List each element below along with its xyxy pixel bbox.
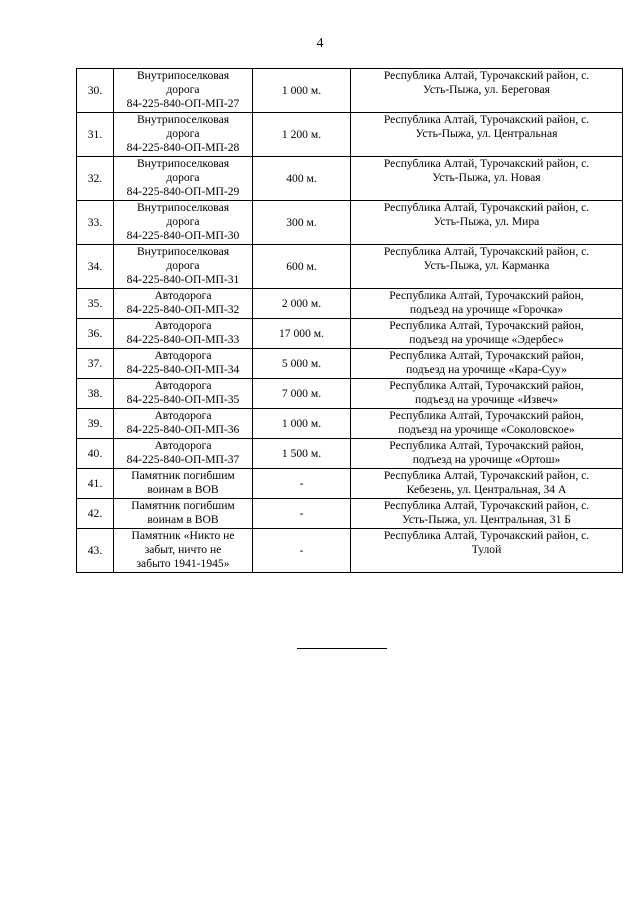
object-address-line: Республика Алтай, Турочакский район, bbox=[389, 349, 584, 362]
object-address-cell bbox=[351, 69, 623, 113]
row-number: 35. bbox=[77, 289, 114, 319]
object-address-line: Усть-Пыжа, ул. Новая bbox=[432, 171, 541, 184]
object-name-line: дорога bbox=[166, 83, 200, 96]
object-name-line: 84-225-840-ОП-МП-32 bbox=[126, 303, 240, 316]
object-name-line: Автодорога bbox=[154, 319, 212, 332]
object-address-line: Кебезень, ул. Центральная, 34 А bbox=[406, 483, 567, 496]
table-row bbox=[77, 201, 623, 245]
object-name-line: Памятник погибшим bbox=[131, 469, 235, 482]
object-name-cell bbox=[114, 201, 253, 245]
object-address-line: Республика Алтай, Турочакский район, bbox=[389, 319, 584, 332]
table-row bbox=[77, 409, 623, 439]
object-name-line: Внутрипоселковая bbox=[136, 69, 230, 82]
object-address-line: Республика Алтай, Турочакский район, с. bbox=[383, 113, 590, 126]
row-number: 30. bbox=[77, 69, 114, 113]
object-name-line: Памятник «Никто не bbox=[131, 529, 235, 542]
object-name-line: 84-225-840-ОП-МП-36 bbox=[126, 423, 240, 436]
object-name-line: Памятник погибшим bbox=[131, 499, 235, 512]
table-row bbox=[77, 379, 623, 409]
table-row bbox=[77, 349, 623, 379]
object-name-cell bbox=[114, 349, 253, 379]
object-address-line: подъезд на урочище «Кара-Суу» bbox=[406, 363, 567, 376]
object-name-cell bbox=[114, 439, 253, 469]
object-address-line: Усть-Пыжа, ул. Мира bbox=[433, 215, 540, 228]
object-length: 1 500 м. bbox=[253, 439, 351, 469]
object-length: - bbox=[253, 529, 351, 573]
object-name-line: забыто 1941-1945» bbox=[136, 557, 230, 570]
object-address-cell bbox=[351, 439, 623, 469]
object-address-line: Республика Алтай, Турочакский район, с. bbox=[383, 157, 590, 170]
object-length: 5 000 м. bbox=[253, 349, 351, 379]
object-address-cell bbox=[351, 529, 623, 573]
object-name-line: 84-225-840-ОП-МП-31 bbox=[126, 273, 240, 286]
object-address-cell bbox=[351, 469, 623, 499]
object-length: - bbox=[253, 499, 351, 529]
object-address-line: Республика Алтай, Турочакский район, с. bbox=[383, 469, 590, 482]
object-name-cell bbox=[114, 319, 253, 349]
object-address-cell bbox=[351, 113, 623, 157]
row-number: 31. bbox=[77, 113, 114, 157]
object-name-line: 84-225-840-ОП-МП-27 bbox=[126, 97, 240, 110]
table-row bbox=[77, 529, 623, 573]
object-length: 17 000 м. bbox=[253, 319, 351, 349]
table-row bbox=[77, 319, 623, 349]
object-address-line: Усть-Пыжа, ул. Карманка bbox=[423, 259, 550, 272]
object-length: 2 000 м. bbox=[253, 289, 351, 319]
row-number: 40. bbox=[77, 439, 114, 469]
object-name-line: Автодорога bbox=[154, 409, 212, 422]
object-name-line: воинам в ВОВ bbox=[147, 513, 219, 526]
object-name-line: Внутрипоселковая bbox=[136, 113, 230, 126]
table-row bbox=[77, 245, 623, 289]
object-name-line: 84-225-840-ОП-МП-28 bbox=[126, 141, 240, 154]
object-address-cell bbox=[351, 379, 623, 409]
object-address-line: Республика Алтай, Турочакский район, с. bbox=[383, 69, 590, 82]
object-address-cell bbox=[351, 245, 623, 289]
object-address-line: Республика Алтай, Турочакский район, с. bbox=[383, 245, 590, 258]
table-row bbox=[77, 439, 623, 469]
object-address-line: Республика Алтай, Турочакский район, bbox=[389, 409, 584, 422]
object-name-cell bbox=[114, 469, 253, 499]
object-length: - bbox=[253, 469, 351, 499]
object-name-cell bbox=[114, 379, 253, 409]
object-name-line: Внутрипоселковая bbox=[136, 245, 230, 258]
row-number: 37. bbox=[77, 349, 114, 379]
object-address-line: Республика Алтай, Турочакский район, с. bbox=[383, 201, 590, 214]
table-row bbox=[77, 157, 623, 201]
object-name-cell bbox=[114, 289, 253, 319]
object-address-cell bbox=[351, 157, 623, 201]
table-row bbox=[77, 69, 623, 113]
row-number: 42. bbox=[77, 499, 114, 529]
object-name-line: воинам в ВОВ bbox=[147, 483, 219, 496]
object-name-line: дорога bbox=[166, 171, 200, 184]
object-name-cell bbox=[114, 69, 253, 113]
object-address-line: Тулой bbox=[471, 543, 502, 556]
row-number: 41. bbox=[77, 469, 114, 499]
object-address-cell bbox=[351, 499, 623, 529]
object-address-line: Республика Алтай, Турочакский район, с. bbox=[383, 499, 590, 512]
object-length: 600 м. bbox=[253, 245, 351, 289]
object-address-line: подъезд на урочище «Ортош» bbox=[412, 453, 561, 466]
object-name-line: 84-225-840-ОП-МП-33 bbox=[126, 333, 240, 346]
object-address-line: подъезд на урочище «Извеч» bbox=[414, 393, 558, 406]
object-address-line: Республика Алтай, Турочакский район, bbox=[389, 379, 584, 392]
object-length: 1 000 м. bbox=[253, 69, 351, 113]
property-registry-table bbox=[76, 68, 623, 573]
row-number: 32. bbox=[77, 157, 114, 201]
object-name-line: Внутрипоселковая bbox=[136, 157, 230, 170]
object-name-line: дорога bbox=[166, 259, 200, 272]
row-number: 39. bbox=[77, 409, 114, 439]
object-name-line: Внутрипоселковая bbox=[136, 201, 230, 214]
object-name-cell bbox=[114, 529, 253, 573]
object-address-cell bbox=[351, 319, 623, 349]
table-row bbox=[77, 113, 623, 157]
object-address-line: подъезд на урочище «Эдербес» bbox=[409, 333, 564, 346]
object-name-line: Автодорога bbox=[154, 379, 212, 392]
object-length: 1 000 м. bbox=[253, 409, 351, 439]
object-name-cell bbox=[114, 113, 253, 157]
object-name-line: 84-225-840-ОП-МП-35 bbox=[126, 393, 240, 406]
object-length: 400 м. bbox=[253, 157, 351, 201]
table-row bbox=[77, 469, 623, 499]
object-address-line: Усть-Пыжа, ул. Береговая bbox=[423, 83, 550, 96]
page-number: 4 bbox=[316, 36, 324, 51]
row-number: 33. bbox=[77, 201, 114, 245]
object-name-line: 84-225-840-ОП-МП-30 bbox=[126, 229, 240, 242]
object-name-line: 84-225-840-ОП-МП-29 bbox=[126, 185, 240, 198]
object-address-line: Усть-Пыжа, ул. Центральная bbox=[415, 127, 558, 140]
object-name-cell bbox=[114, 157, 253, 201]
object-name-line: дорога bbox=[166, 127, 200, 140]
row-number: 34. bbox=[77, 245, 114, 289]
object-name-line: 84-225-840-ОП-МП-37 bbox=[126, 453, 240, 466]
object-name-line: Автодорога bbox=[154, 439, 212, 452]
object-name-line: дорога bbox=[166, 215, 200, 228]
table-row bbox=[77, 499, 623, 529]
object-name-cell bbox=[114, 409, 253, 439]
object-address-line: Республика Алтай, Турочакский район, с. bbox=[383, 529, 590, 542]
object-address-cell bbox=[351, 349, 623, 379]
object-name-line: Автодорога bbox=[154, 349, 212, 362]
object-address-line: Республика Алтай, Турочакский район, bbox=[389, 439, 584, 452]
object-length: 7 000 м. bbox=[253, 379, 351, 409]
object-address-line: подъезд на урочище «Горочка» bbox=[409, 303, 564, 316]
object-address-line: Усть-Пыжа, ул. Центральная, 31 Б bbox=[402, 513, 571, 526]
table-row bbox=[77, 289, 623, 319]
object-address-cell bbox=[351, 289, 623, 319]
end-of-document-rule bbox=[297, 648, 387, 649]
object-length: 300 м. bbox=[253, 201, 351, 245]
row-number: 38. bbox=[77, 379, 114, 409]
object-name-line: забыт, ничто не bbox=[144, 543, 222, 556]
object-name-cell bbox=[114, 245, 253, 289]
row-number: 43. bbox=[77, 529, 114, 573]
object-address-line: Республика Алтай, Турочакский район, bbox=[389, 289, 584, 302]
object-address-cell bbox=[351, 201, 623, 245]
object-name-line: Автодорога bbox=[154, 289, 212, 302]
object-length: 1 200 м. bbox=[253, 113, 351, 157]
object-name-cell bbox=[114, 499, 253, 529]
object-address-line: подъезд на урочище «Соколовское» bbox=[398, 423, 575, 436]
object-name-line: 84-225-840-ОП-МП-34 bbox=[126, 363, 240, 376]
object-address-cell bbox=[351, 409, 623, 439]
registry-table-body bbox=[77, 69, 623, 573]
row-number: 36. bbox=[77, 319, 114, 349]
